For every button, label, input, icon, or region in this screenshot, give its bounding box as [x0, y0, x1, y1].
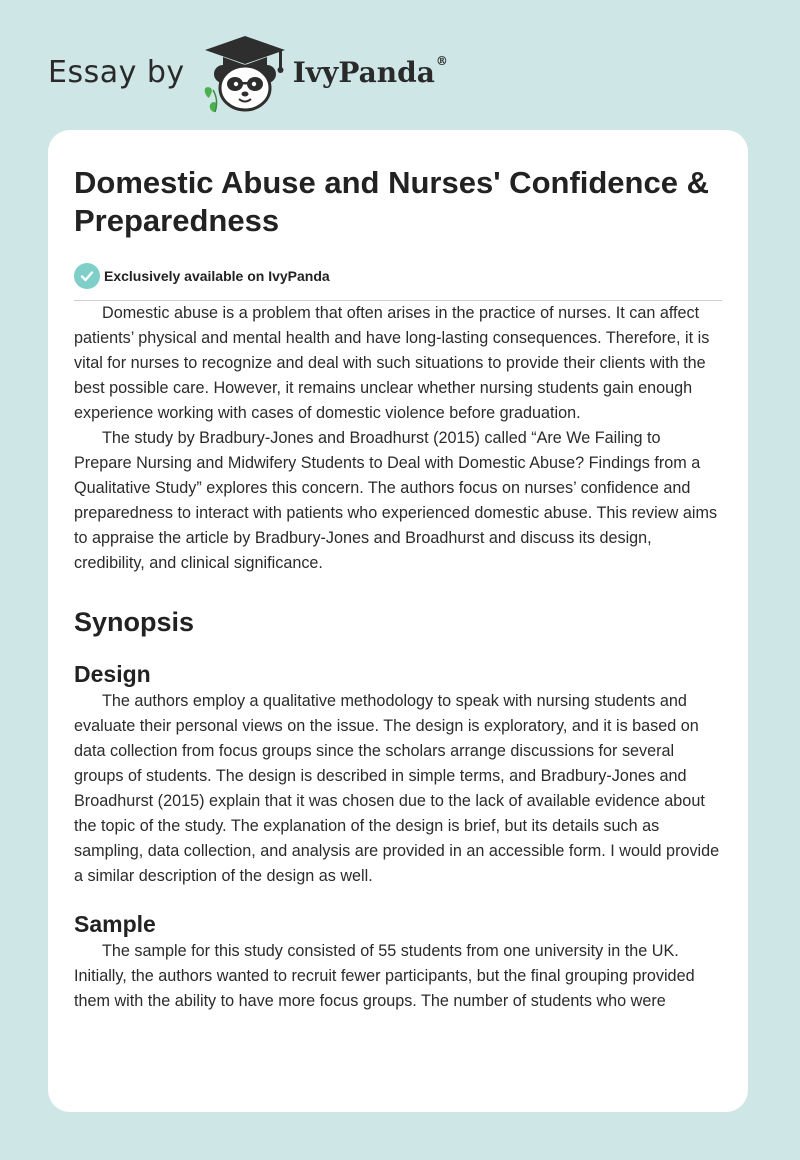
essay-card: [48, 130, 748, 1112]
sample-paragraph: The sample for this study consisted of 55 students from one university in the UK. Initially, the authors wanted to recruit fewer participants, but the final grouping provided them with the ability to have more focus groups. The number of students who were: [74, 942, 695, 1010]
brand-name[interactable]: IvyPanda®: [292, 53, 448, 89]
essay-by-label: Essay by: [48, 54, 185, 90]
site-header: [48, 30, 448, 114]
design-paragraph: The authors employ a qualitative methodology to speak with nursing students and evaluate their personal views on the issue. The design is exploratory, and it is based on data collection from focus groups since the scholars arrange discussions for several groups of students. The design is described in simple terms, and Bradbury-Jones and Broadhurst (2015) explain that it was chosen due to the lack of available evidence about the topic of the study. The explanation of the design is brief, but its details such as sampling, data collection, and analysis are provided in an accessible form. I would provide a similar description of the design as well.: [74, 692, 720, 885]
intro-paragraph: The study by Bradbury-Jones and Broadhurst (2015) called “Are We Failing to Prepare Nursing and Midwifery Students to Deal with Domestic Abuse? Findings from a Qualitative Study” explores this concern. The authors focus on nurses’ confidence and preparedness to interact with patients who experienced domestic abuse. This review aims to appraise the article by Bradbury-Jones and Broadhurst and discuss its design, credibility, and clinical significance.: [74, 429, 718, 572]
exclusive-label: Exclusively available on IvyPanda: [104, 268, 330, 284]
page-title: Domestic Abuse and Nurses' Confidence & Preparedness: [74, 165, 709, 238]
registered-mark: ®: [435, 53, 448, 68]
design-heading: Design: [74, 661, 151, 687]
synopsis-heading: Synopsis: [74, 607, 195, 637]
check-icon: [74, 263, 100, 289]
intro-paragraph: Domestic abuse is a problem that often arises in the practice of nurses. It can affect patients’ physical and mental health and have long-lasting consequences. Therefore, it is vital for nurses to recognize and deal with such situations to provide their clients with the best possible care. However, it remains unclear whether nursing students gain enough experience working with cases of domestic violence before graduation.: [74, 304, 710, 422]
exclusive-badge: [74, 262, 722, 290]
panda-graduate-icon[interactable]: [199, 30, 291, 114]
sample-heading: Sample: [74, 911, 156, 937]
